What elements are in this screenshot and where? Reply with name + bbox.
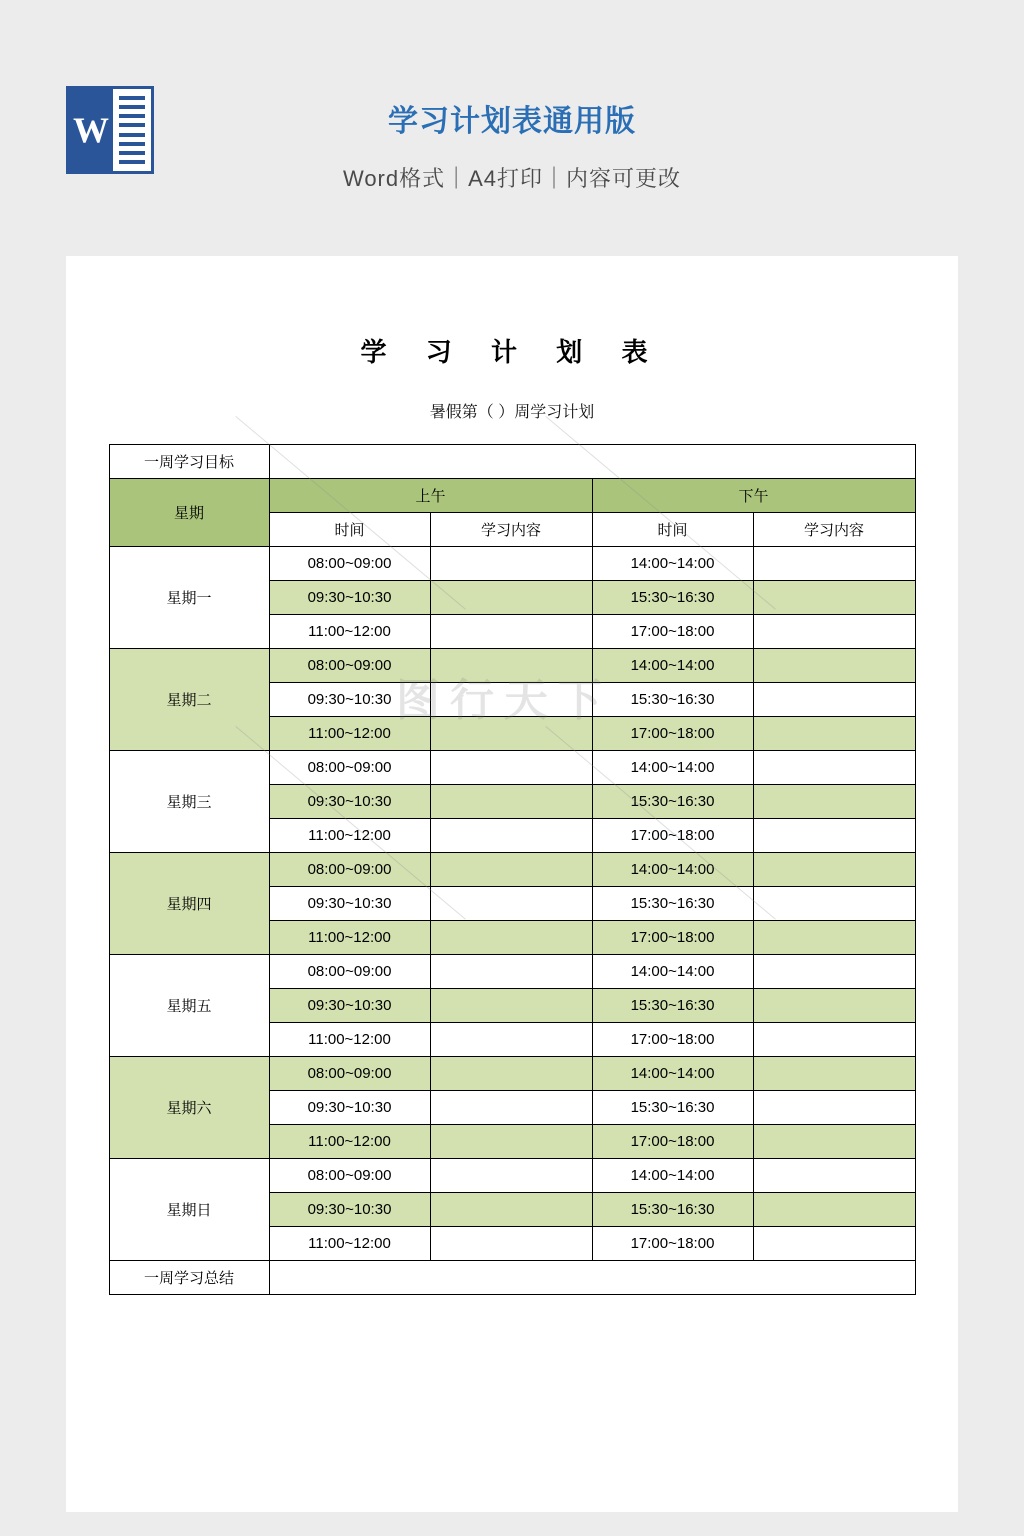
header-morning-time: 时间	[269, 513, 430, 547]
morning-content-cell[interactable]	[430, 785, 592, 819]
morning-content-cell[interactable]	[430, 1193, 592, 1227]
word-logo-letter: W	[69, 89, 113, 171]
promo-header-text	[0, 96, 1024, 193]
afternoon-content-cell[interactable]	[753, 649, 915, 683]
afternoon-time-cell: 17:00~18:00	[592, 1125, 753, 1159]
page-subtitle: 暑假第（ ）周学习计划	[429, 404, 595, 421]
promo-title: 学习计划表通用版	[388, 105, 636, 138]
table-row	[109, 547, 915, 581]
morning-time-cell: 09:30~10:30	[269, 989, 430, 1023]
afternoon-time-cell: 15:30~16:30	[592, 581, 753, 615]
morning-time-cell: 08:00~09:00	[269, 547, 430, 581]
afternoon-time-cell: 15:30~16:30	[592, 1091, 753, 1125]
goal-label: 一周学习目标	[109, 445, 269, 479]
day-label-5: 星期五	[109, 955, 269, 1057]
table-row	[109, 649, 915, 683]
document-page	[66, 256, 958, 1512]
afternoon-time-cell: 14:00~14:00	[592, 1159, 753, 1193]
summary-label: 一周学习总结	[109, 1261, 269, 1295]
afternoon-content-cell[interactable]	[753, 819, 915, 853]
morning-time-cell: 08:00~09:00	[269, 649, 430, 683]
morning-time-cell: 08:00~09:00	[269, 1057, 430, 1091]
morning-time-cell: 09:30~10:30	[269, 581, 430, 615]
afternoon-time-cell: 17:00~18:00	[592, 717, 753, 751]
header-morning: 上午	[269, 479, 592, 513]
page-title: 学 习 计 划 表	[360, 337, 664, 367]
morning-content-cell[interactable]	[430, 1227, 592, 1261]
afternoon-content-cell[interactable]	[753, 887, 915, 921]
afternoon-content-cell[interactable]	[753, 1057, 915, 1091]
morning-content-cell[interactable]	[430, 887, 592, 921]
morning-time-cell: 09:30~10:30	[269, 785, 430, 819]
day-label-3: 星期三	[109, 751, 269, 853]
morning-time-cell: 11:00~12:00	[269, 615, 430, 649]
header-afternoon-time: 时间	[592, 513, 753, 547]
afternoon-content-cell[interactable]	[753, 1091, 915, 1125]
afternoon-time-cell: 14:00~14:00	[592, 853, 753, 887]
morning-time-cell: 11:00~12:00	[269, 1125, 430, 1159]
afternoon-content-cell[interactable]	[753, 581, 915, 615]
afternoon-time-cell: 14:00~14:00	[592, 1057, 753, 1091]
summary-row	[109, 1261, 915, 1295]
afternoon-time-cell: 17:00~18:00	[592, 819, 753, 853]
afternoon-content-cell[interactable]	[753, 921, 915, 955]
morning-time-cell: 11:00~12:00	[269, 819, 430, 853]
morning-time-cell: 11:00~12:00	[269, 1227, 430, 1261]
morning-time-cell: 08:00~09:00	[269, 955, 430, 989]
header-afternoon: 下午	[592, 479, 915, 513]
goal-value[interactable]	[269, 445, 915, 479]
afternoon-content-cell[interactable]	[753, 853, 915, 887]
morning-content-cell[interactable]	[430, 581, 592, 615]
afternoon-content-cell[interactable]	[753, 547, 915, 581]
morning-content-cell[interactable]	[430, 717, 592, 751]
promo-header	[0, 0, 1024, 256]
afternoon-time-cell: 15:30~16:30	[592, 887, 753, 921]
morning-time-cell: 09:30~10:30	[269, 887, 430, 921]
header-morning-content: 学习内容	[430, 513, 592, 547]
morning-content-cell[interactable]	[430, 1159, 592, 1193]
morning-time-cell: 09:30~10:30	[269, 1193, 430, 1227]
afternoon-time-cell: 15:30~16:30	[592, 785, 753, 819]
day-label-6: 星期六	[109, 1057, 269, 1159]
afternoon-time-cell: 14:00~14:00	[592, 751, 753, 785]
afternoon-time-cell: 17:00~18:00	[592, 615, 753, 649]
morning-time-cell: 08:00~09:00	[269, 1159, 430, 1193]
morning-content-cell[interactable]	[430, 921, 592, 955]
goal-row	[109, 445, 915, 479]
afternoon-content-cell[interactable]	[753, 989, 915, 1023]
morning-time-cell: 08:00~09:00	[269, 853, 430, 887]
afternoon-time-cell: 15:30~16:30	[592, 683, 753, 717]
afternoon-content-cell[interactable]	[753, 785, 915, 819]
morning-time-cell: 08:00~09:00	[269, 751, 430, 785]
day-label-7: 星期日	[109, 1159, 269, 1261]
afternoon-time-cell: 17:00~18:00	[592, 1023, 753, 1057]
table-row	[109, 853, 915, 887]
table-row	[109, 1057, 915, 1091]
header-week: 星期	[109, 479, 269, 547]
afternoon-time-cell: 14:00~14:00	[592, 649, 753, 683]
table-header-row-1	[109, 479, 915, 513]
morning-content-cell[interactable]	[430, 751, 592, 785]
day-label-4: 星期四	[109, 853, 269, 955]
afternoon-time-cell: 17:00~18:00	[592, 921, 753, 955]
morning-time-cell: 09:30~10:30	[269, 1091, 430, 1125]
morning-content-cell[interactable]	[430, 819, 592, 853]
afternoon-content-cell[interactable]	[753, 1227, 915, 1261]
table-row	[109, 751, 915, 785]
afternoon-content-cell[interactable]	[753, 615, 915, 649]
summary-value[interactable]	[269, 1261, 915, 1295]
afternoon-time-cell: 14:00~14:00	[592, 547, 753, 581]
morning-content-cell[interactable]	[430, 955, 592, 989]
morning-content-cell[interactable]	[430, 1057, 592, 1091]
afternoon-content-cell[interactable]	[753, 955, 915, 989]
table-row	[109, 955, 915, 989]
morning-content-cell[interactable]	[430, 683, 592, 717]
morning-content-cell[interactable]	[430, 989, 592, 1023]
afternoon-content-cell[interactable]	[753, 751, 915, 785]
morning-time-cell: 11:00~12:00	[269, 921, 430, 955]
afternoon-time-cell: 17:00~18:00	[592, 1227, 753, 1261]
table-row	[109, 1159, 915, 1193]
afternoon-time-cell: 15:30~16:30	[592, 989, 753, 1023]
afternoon-content-cell[interactable]	[753, 717, 915, 751]
promo-subtitle: Word格式｜A4打印｜内容可更改	[342, 166, 682, 191]
morning-content-cell[interactable]	[430, 649, 592, 683]
morning-content-cell[interactable]	[430, 1023, 592, 1057]
afternoon-time-cell: 14:00~14:00	[592, 955, 753, 989]
morning-content-cell[interactable]	[430, 615, 592, 649]
morning-content-cell[interactable]	[430, 1125, 592, 1159]
afternoon-time-cell: 15:30~16:30	[592, 1193, 753, 1227]
watermark-text: 图行天下	[396, 676, 612, 725]
day-label-1: 星期一	[109, 547, 269, 649]
day-label-2: 星期二	[109, 649, 269, 751]
morning-time-cell: 11:00~12:00	[269, 717, 430, 751]
study-plan-table	[109, 444, 916, 1295]
morning-time-cell: 11:00~12:00	[269, 1023, 430, 1057]
afternoon-content-cell[interactable]	[753, 1159, 915, 1193]
morning-content-cell[interactable]	[430, 547, 592, 581]
morning-content-cell[interactable]	[430, 853, 592, 887]
afternoon-content-cell[interactable]	[753, 1193, 915, 1227]
afternoon-content-cell[interactable]	[753, 1125, 915, 1159]
afternoon-content-cell[interactable]	[753, 683, 915, 717]
header-afternoon-content: 学习内容	[753, 513, 915, 547]
morning-content-cell[interactable]	[430, 1091, 592, 1125]
morning-time-cell: 09:30~10:30	[269, 683, 430, 717]
afternoon-content-cell[interactable]	[753, 1023, 915, 1057]
